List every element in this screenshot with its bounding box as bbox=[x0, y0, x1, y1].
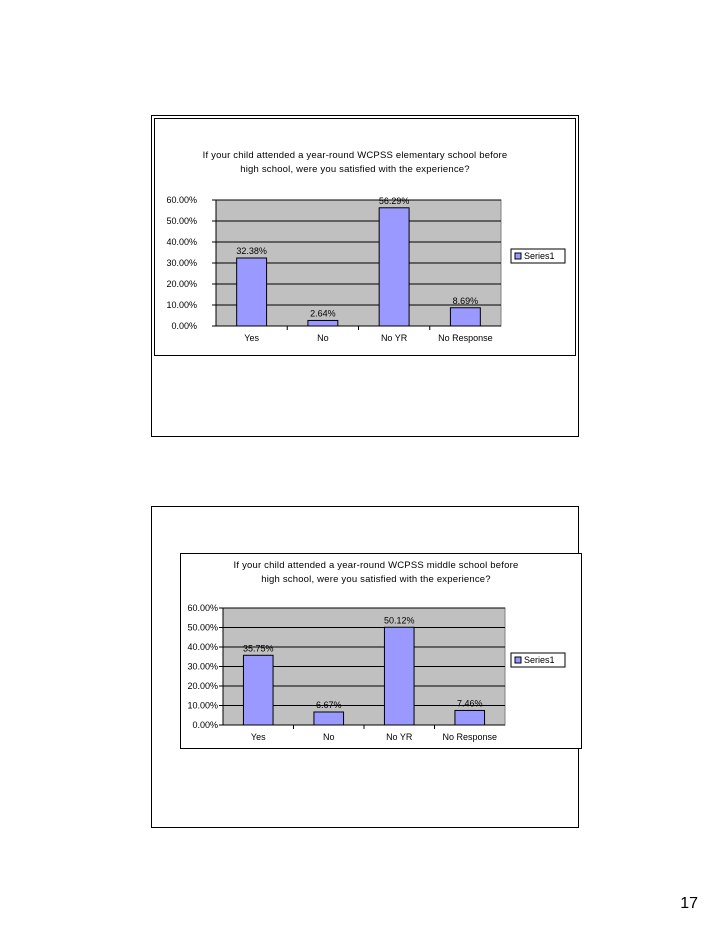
slide-frame-2 bbox=[151, 506, 579, 828]
chart-2-title: If your child attended a year-round WCPSS middle school before high school, were you satisfied with the experience? bbox=[233, 560, 519, 585]
y-tick-label: 60.00% bbox=[166, 195, 197, 205]
y-tick-label: 20.00% bbox=[166, 279, 197, 289]
x-tick-label: No Response bbox=[442, 732, 498, 742]
y-tick-label: 0.00% bbox=[192, 720, 218, 730]
bar-no-yr bbox=[379, 208, 409, 326]
legend-label: Series1 bbox=[524, 655, 555, 665]
slide-frame-1 bbox=[151, 115, 579, 437]
x-tick-label: No Response bbox=[438, 333, 493, 343]
x-tick-label: No YR bbox=[386, 732, 413, 742]
y-tick-label: 0.00% bbox=[171, 321, 197, 331]
bar-no-response bbox=[455, 710, 485, 725]
x-tick-label: No bbox=[317, 333, 329, 343]
y-tick-label: 40.00% bbox=[187, 642, 218, 652]
bar-no-response bbox=[450, 308, 480, 326]
data-label: 35.75% bbox=[242, 643, 274, 654]
x-tick-label: Yes bbox=[250, 732, 266, 742]
x-tick-label: No YR bbox=[380, 333, 408, 343]
y-tick-label: 40.00% bbox=[166, 237, 197, 247]
y-tick-label: 60.00% bbox=[187, 603, 218, 613]
data-label: 6.67% bbox=[315, 699, 342, 710]
bar-no-yr bbox=[384, 627, 414, 725]
y-tick-label: 20.00% bbox=[187, 681, 218, 691]
bar-no bbox=[308, 320, 338, 326]
legend-swatch bbox=[515, 253, 521, 259]
chart-1-plot bbox=[155, 119, 575, 355]
y-tick-label: 10.00% bbox=[187, 700, 218, 711]
legend bbox=[511, 249, 565, 263]
chart-1-title: If your child attended a year-round WCPSS elementary school before high school, were you satisfied with the experience? bbox=[202, 150, 508, 175]
y-tick-label: 30.00% bbox=[166, 258, 197, 268]
legend-swatch bbox=[515, 657, 521, 663]
bar-yes bbox=[237, 258, 267, 326]
chart-2 bbox=[180, 553, 582, 749]
x-tick-label: No bbox=[322, 732, 335, 742]
legend-label: Series1 bbox=[524, 251, 555, 261]
page-number: 17 bbox=[680, 895, 698, 912]
bar-no bbox=[314, 712, 344, 725]
chart-1 bbox=[154, 118, 576, 356]
data-label: 7.46% bbox=[456, 698, 483, 709]
data-label: 32.38% bbox=[236, 246, 267, 257]
y-tick-label: 30.00% bbox=[187, 661, 218, 672]
data-label: 2.64% bbox=[310, 308, 336, 319]
y-tick-label: 50.00% bbox=[166, 216, 197, 226]
data-label: 8.69% bbox=[452, 295, 479, 306]
x-tick-label: Yes bbox=[244, 333, 259, 343]
legend bbox=[511, 653, 565, 667]
chart-2-plot bbox=[181, 554, 581, 748]
data-label: 50.12% bbox=[383, 615, 415, 626]
bar-yes bbox=[243, 655, 273, 725]
y-tick-label: 10.00% bbox=[166, 300, 197, 310]
data-label: 56.29% bbox=[378, 195, 410, 206]
y-tick-label: 50.00% bbox=[187, 622, 218, 633]
